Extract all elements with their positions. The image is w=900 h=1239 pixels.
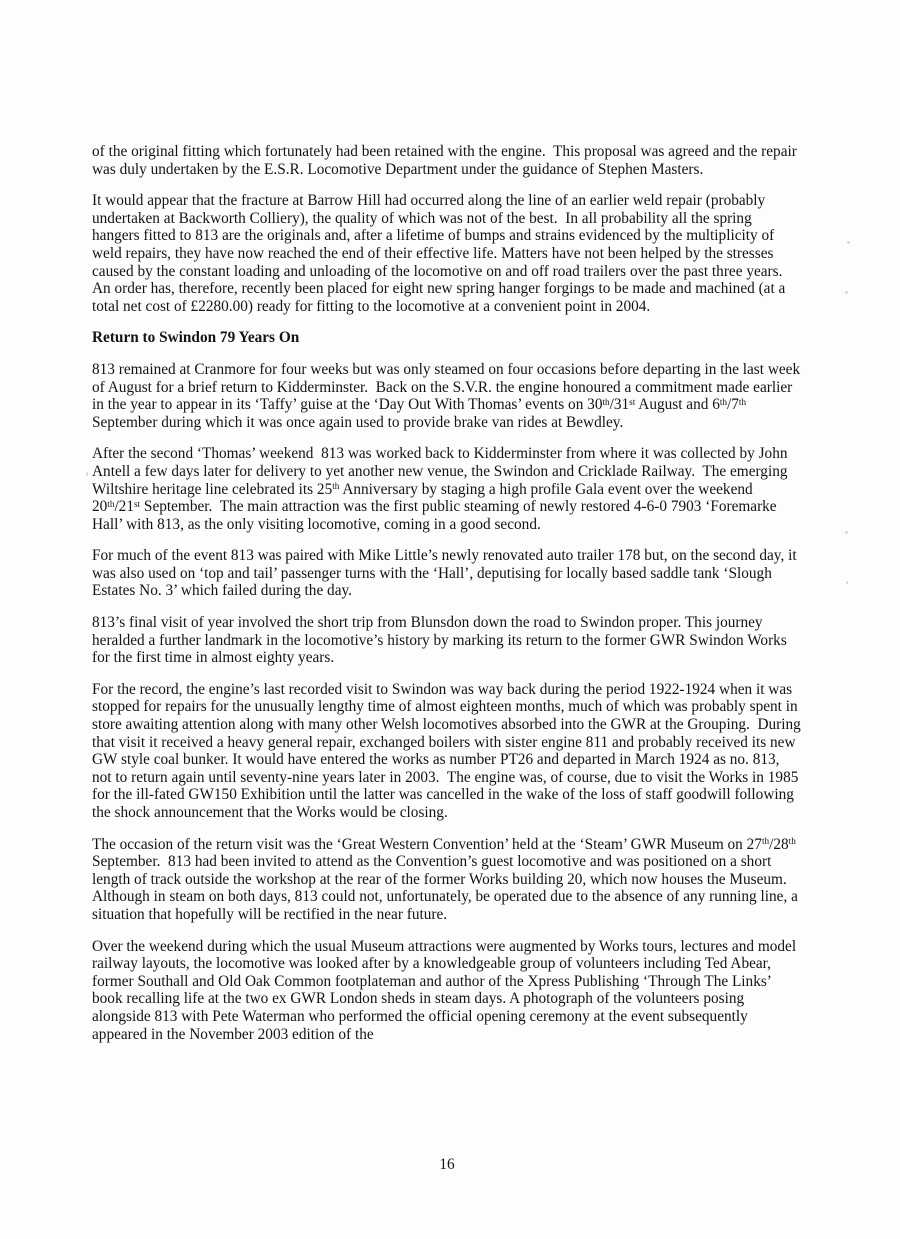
paragraph: It would appear that the fracture at Barrow Hill had occurred along the line of an earlier weld repair (probably undertaken at Backworth Colliery), the quality of which was not of the best. In all probability all the spring hangers fitted to 813 are the originals and, after a lifetime of bumps and strains evidenced by the multiplicity of weld repairs, they have now reached the end of their effective life. Matters have not been helped by the stresses caused by the constant loading and unloading of the locomotive on and off road trailers over the past three years. An order has, therefore, recently been placed for eight new spring hanger forgings to be made and machined (at a total net cost of £2280.00) ready for fitting to the locomotive at a convenient point in 2004. [92,192,790,315]
paragraph: of the original fitting which fortunately had been retained with the engine. This proposal was agreed and the repair was duly undertaken by the E.S.R. Locomotive Department under the guidance of Stephen Masters. [92,143,801,178]
paragraph: For much of the event 813 was paired with Mike Little’s newly renovated auto trailer 178 but, on the second day, it was also used on ‘top and tail’ passenger turns with the ‘Hall’, deputising for locally based saddle tank ‘Slough Estates No. 3’ which failed during the day. [92,547,801,600]
section-heading: Return to Swindon 79 Years On [92,329,300,347]
scan-speck [845,291,848,294]
document-body [92,143,805,1057]
paragraph: The occasion of the return visit was the ‘Great Western Convention’ held at the ‘Steam’ GWR Museum on 27th/28th September. 813 had been invited to attend as the Convention’s guest locomotive and was positioned on a short length of track outside the workshop at the rear of the former Works building 20, which now houses the Museum. Although in steam on both days, 813 could not, unfortunately, be operated due to the absence of any running line, a situation that hopefully will be rectified in the near future. [92,835,802,923]
paragraph: After the second ‘Thomas’ weekend 813 was worked back to Kidderminster from where it was collected by John Antell a few days later for delivery to yet another new venue, the Swindon and Cricklade Railway. The emerging Wiltshire heritage line celebrated its 25th Anniversary by staging a high profile Gala event over the weekend 20th/21st September. The main attraction was the first public steaming of newly restored 4-6-0 7903 ‘Foremarke Hall’ with 813, as the only visiting locomotive, coming in a good second. [92,445,792,533]
paragraph: For the record, the engine’s last recorded visit to Swindon was way back during the period 1922-1924 when it was stopped for repairs for the unusually lengthy time of almost eighteen months, much of which was probably spent in store awaiting attention along with many other Welsh locomotives absorbed into the GWR at the Grouping. During that visit it received a heavy general repair, exchanged boilers with sister engine 811 and probably received its new GW style coal bunker. It would have entered the works as number PT26 and departed in March 1924 as no. 813, not to return again until seventy-nine years later in 2003. The engine was, of course, due to visit the Works in 1985 for the ill-fated GW150 Exhibition until the latter was cancelled in the wake of the loss of staff goodwill following the shock announcement that the Works would be closing. [92,680,805,821]
scan-speck [86,472,88,476]
scan-speck [846,581,848,584]
paragraph: Over the weekend during which the usual Museum attractions were augmented by Works tours, lectures and model railway layouts, the locomotive was looked after by a knowledgeable group of volunteers including Ted Abear, former Southall and Old Oak Common footplateman and author of the Xpress Publishing ‘Through The Links’ book recalling life at the two ex GWR London sheds in steam days. A photograph of the volunteers posing alongside 813 with Pete Waterman who performed the official opening ceremony at the event subsequently appeared in the November 2003 edition of the [92,937,800,1043]
paragraph: 813 remained at Cranmore for four weeks but was only steamed on four occasions before departing in the last week of August for a brief return to Kidderminster. Back on the S.V.R. the engine honoured a commitment made earlier in the year to appear in its ‘Taffy’ guise at the ‘Day Out With Thomas’ events on 30th/31st August and 6th/7th September during which it was once again used to provide brake van rides at Bewdley. [92,360,804,431]
scan-speck [845,531,848,534]
paragraph: 813’s final visit of year involved the short trip from Blunsdon down the road to Swindon proper. This journey heralded a further landmark in the locomotive’s history by marking its return to the former GWR Swindon Works for the first time in almost eighty years. [92,614,791,667]
page-number: 16 [439,1156,455,1173]
scan-speck [847,241,850,244]
